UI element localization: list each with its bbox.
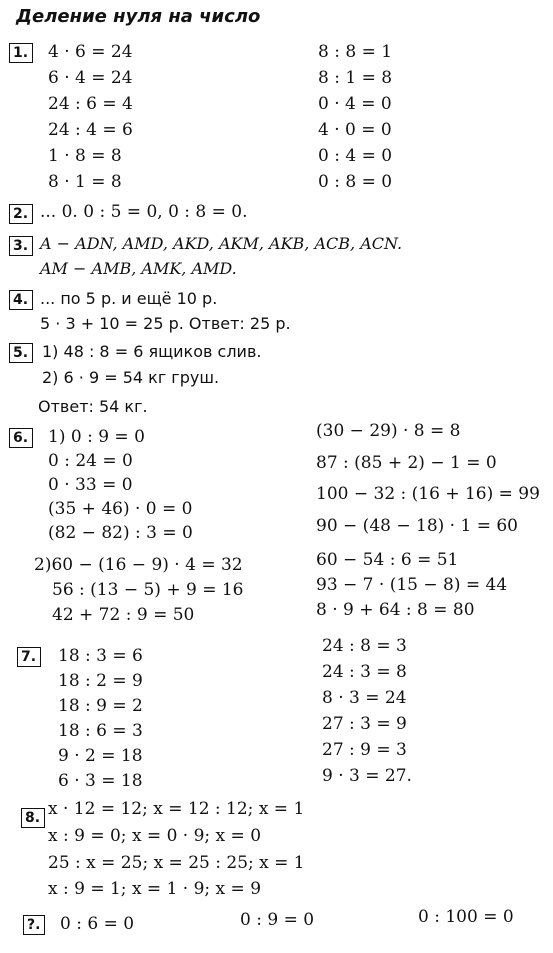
task-5-line: 1) 48 : 8 = 6 ящиков слив. xyxy=(42,342,262,361)
task-6-left-line: 0 · 33 = 0 xyxy=(48,475,133,495)
task-7-left-line: 18 : 6 = 3 xyxy=(58,721,143,741)
task-bonus-item: 0 : 6 = 0 xyxy=(60,914,135,934)
task-3-line: AM − AMB, AMK, AMD. xyxy=(40,259,237,278)
task-2-answer: ... 0. 0 : 5 = 0, 0 : 8 = 0. xyxy=(40,202,248,222)
task-1-right-line: 0 : 4 = 0 xyxy=(318,146,393,166)
task-7-right-line: 9 · 3 = 27. xyxy=(322,766,412,786)
task-6-right-line: (30 − 29) · 8 = 8 xyxy=(316,421,461,441)
task-3-number: 3. xyxy=(9,236,33,256)
task-7-right-line: 24 : 3 = 8 xyxy=(322,662,407,682)
task-6-left-line: 0 : 24 = 0 xyxy=(48,451,133,471)
task-3-line: A − ADN, AMD, AKD, AKM, AKB, ACB, ACN. xyxy=(40,234,403,253)
task-8-line: x · 12 = 12; x = 12 : 12; x = 1 xyxy=(48,799,305,819)
task-8-line: 25 : x = 25; x = 25 : 25; x = 1 xyxy=(48,853,305,873)
task-6-left-line: 42 + 72 : 9 = 50 xyxy=(52,605,195,625)
task-1-left-line: 8 · 1 = 8 xyxy=(48,172,122,192)
task-7-left-line: 18 : 9 = 2 xyxy=(58,696,143,716)
task-5-number: 5. xyxy=(9,343,33,363)
task-6-right-line: 87 : (85 + 2) − 1 = 0 xyxy=(316,453,497,473)
task-7-left-line: 6 · 3 = 18 xyxy=(58,771,143,791)
task-6-right-line: 90 − (48 − 18) · 1 = 60 xyxy=(316,516,518,536)
task-7-right-line: 8 · 3 = 24 xyxy=(322,688,407,708)
task-6-right-line: 100 − 32 : (16 + 16) = 99 xyxy=(316,484,540,504)
task-bonus-number: ?. xyxy=(23,915,45,935)
task-1-right-line: 4 · 0 = 0 xyxy=(318,120,392,140)
task-6-left-line: 1) 0 : 9 = 0 xyxy=(48,427,145,447)
task-1-right-line: 0 · 4 = 0 xyxy=(318,94,392,114)
task-8-line: x : 9 = 1; x = 1 · 9; x = 9 xyxy=(48,879,262,899)
task-2-number: 2. xyxy=(9,204,33,224)
task-1-right-line: 8 : 1 = 8 xyxy=(318,68,393,88)
task-5-line: 2) 6 · 9 = 54 кг груш. xyxy=(42,368,220,387)
task-7-left-line: 9 · 2 = 18 xyxy=(58,746,143,766)
task-1-left-line: 4 · 6 = 24 xyxy=(48,42,133,62)
page-title: Деление нуля на число xyxy=(16,6,261,27)
task-1-left-line: 24 : 4 = 6 xyxy=(48,120,133,140)
task-7-number: 7. xyxy=(17,647,41,667)
task-6-right-line: 8 · 9 + 64 : 8 = 80 xyxy=(316,600,475,620)
task-6-left-line: 2)60 − (16 − 9) · 4 = 32 xyxy=(34,555,243,575)
task-6-left-line: (82 − 82) : 3 = 0 xyxy=(48,523,193,543)
task-bonus-item: 0 : 100 = 0 xyxy=(418,907,514,927)
task-1-right-line: 8 : 8 = 1 xyxy=(318,42,393,62)
task-7-left-line: 18 : 2 = 9 xyxy=(58,671,143,691)
task-1-left-line: 6 · 4 = 24 xyxy=(48,68,133,88)
task-7-right-line: 24 : 8 = 3 xyxy=(322,636,407,656)
task-bonus-item: 0 : 9 = 0 xyxy=(240,910,315,930)
task-6-left-line: 56 : (13 − 5) + 9 = 16 xyxy=(52,580,244,600)
task-1-number: 1. xyxy=(9,43,33,63)
task-1-right-line: 0 : 8 = 0 xyxy=(318,172,393,192)
task-4-line: ... по 5 р. и ещё 10 р. xyxy=(40,289,218,308)
task-7-right-line: 27 : 3 = 9 xyxy=(322,714,407,734)
task-1-left-line: 1 · 8 = 8 xyxy=(48,146,122,166)
task-6-right-line: 60 − 54 : 6 = 51 xyxy=(316,550,459,570)
task-6-right-line: 93 − 7 · (15 − 8) = 44 xyxy=(316,575,508,595)
task-6-left-line: (35 + 46) · 0 = 0 xyxy=(48,499,193,519)
task-1-left-line: 24 : 6 = 4 xyxy=(48,94,133,114)
task-8-number: 8. xyxy=(21,808,45,828)
task-8-line: x : 9 = 0; x = 0 · 9; x = 0 xyxy=(48,826,262,846)
task-6-number: 6. xyxy=(9,428,33,448)
task-7-right-line: 27 : 9 = 3 xyxy=(322,740,407,760)
task-7-left-line: 18 : 3 = 6 xyxy=(58,646,143,666)
task-5-answer: Ответ: 54 кг. xyxy=(38,397,148,416)
task-4-number: 4. xyxy=(9,290,33,310)
task-4-line: 5 · 3 + 10 = 25 р. Ответ: 25 р. xyxy=(40,314,291,333)
